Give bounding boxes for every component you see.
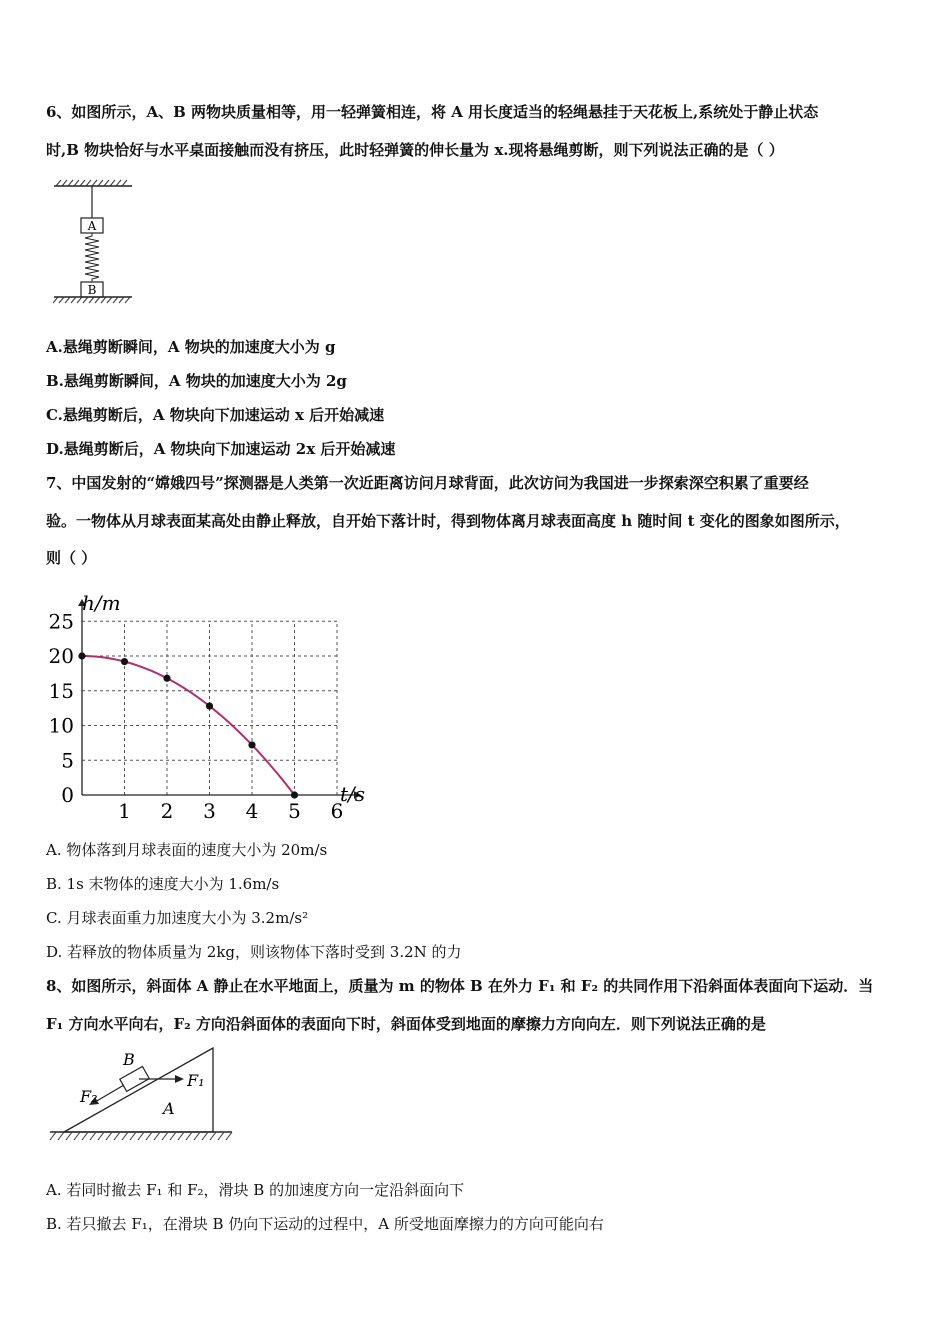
chart-point — [206, 702, 213, 709]
chart-point — [78, 652, 85, 659]
q8-f2-arrow — [95, 1085, 124, 1102]
y-tick-label: 15 — [48, 678, 74, 703]
q6-option-c: C.悬绳剪断后，A 物块向下加速运动 x 后开始减速 — [46, 406, 385, 424]
x-tick-label: 3 — [203, 799, 216, 823]
q7-option-b: B. 1s 末物体的速度大小为 1.6m/s — [46, 875, 280, 893]
q8-stem-line2: F₁ 方向水平向右，F₂ 方向沿斜面体的表面向下时，斜面体受到地面的摩擦力方向向左．则下列说法正确的是 — [46, 1015, 766, 1033]
chart-tick-labels — [49, 609, 344, 823]
q7-stem-line3: 则（ ） — [46, 549, 97, 567]
q8-incline-figure — [46, 1044, 236, 1148]
q7-option-c: C. 月球表面重力加速度大小为 3.2m/s² — [46, 909, 309, 927]
q7-option-a: A. 物体落到月球表面的速度大小为 20m/s — [46, 841, 328, 859]
q6-option-a: A.悬绳剪断瞬间，A 物块的加速度大小为 g — [46, 338, 336, 356]
q7-stem-line2: 验。一物体从月球表面某高处由静止释放，自开始下落计时，得到物体离月球表面高度 h 随时间 t 变化的图象如图所示， — [46, 512, 850, 530]
q7-stem-line1: 7、中国发射的“嫦娥四号”探测器是人类第一次近距离访问月球背面，此次访问为我国进一步探索深空积累了重要经 — [46, 474, 809, 492]
q8-label-f2: F₂ — [80, 1087, 98, 1106]
y-tick-label: 0 — [61, 783, 74, 807]
chart-point — [163, 675, 170, 682]
chart-x-axis-label: t/s — [340, 782, 366, 806]
x-tick-label: 1 — [118, 799, 131, 823]
y-tick-label: 10 — [48, 713, 74, 738]
q7-option-d: D. 若释放的物体质量为 2kg，则该物体下落时受到 3.2N 的力 — [46, 943, 462, 961]
q6-stem-line2: 时,B 物块恰好与水平桌面接触而没有挤压，此时轻弹簧的伸长量为 x.现将悬绳剪断，则下列说法正确的是（ ） — [46, 141, 784, 159]
q8-label-f1: F₁ — [187, 1071, 205, 1090]
q8-label-a: A — [163, 1099, 175, 1118]
x-tick-label: 6 — [330, 799, 344, 823]
q6-spring-figure — [48, 178, 138, 310]
chart-y-axis-label: h/m — [82, 591, 121, 615]
q8-option-b: B. 若只撤去 F₁，在滑块 B 仍向下运动的过程中，A 所受地面摩擦力的方向可能向右 — [46, 1215, 604, 1233]
q6-block-a-label: A — [87, 219, 97, 233]
q8-option-a: A. 若同时撤去 F₁ 和 F₂，滑块 B 的加速度方向一定沿斜面向下 — [46, 1181, 465, 1199]
q7-height-time-chart — [40, 585, 380, 825]
q6-stem-line1: 6、如图所示，A、B 两物块质量相等，用一轻弹簧相连，将 A 用长度适当的轻绳悬挂于天花板上,系统处于静止状态 — [46, 103, 819, 121]
x-tick-label: 4 — [245, 799, 259, 823]
chart-axes — [78, 599, 361, 799]
q6-spring — [85, 233, 99, 282]
chart-points — [78, 652, 298, 798]
y-tick-label: 5 — [61, 748, 74, 773]
q6-option-d: D.悬绳剪断后，A 物块向下加速运动 2x 后开始减速 — [46, 440, 396, 458]
q8-label-b: B — [123, 1050, 135, 1069]
x-tick-label: 2 — [160, 799, 174, 823]
chart-point — [248, 741, 255, 748]
y-tick-label: 25 — [48, 609, 74, 634]
q8-stem-line1: 8、如图所示，斜面体 A 静止在水平地面上，质量为 m 的物体 B 在外力 F₁ 和 F₂ 的共同作用下沿斜面体表面向下运动．当 — [46, 977, 874, 995]
q6-block-b-label: B — [87, 283, 97, 297]
chart-point — [121, 658, 128, 665]
x-tick-label: 5 — [288, 799, 301, 823]
y-tick-label: 20 — [48, 644, 74, 668]
q6-option-b: B.悬绳剪断瞬间，A 物块的加速度大小为 2g — [46, 372, 347, 390]
chart-point — [291, 791, 298, 798]
